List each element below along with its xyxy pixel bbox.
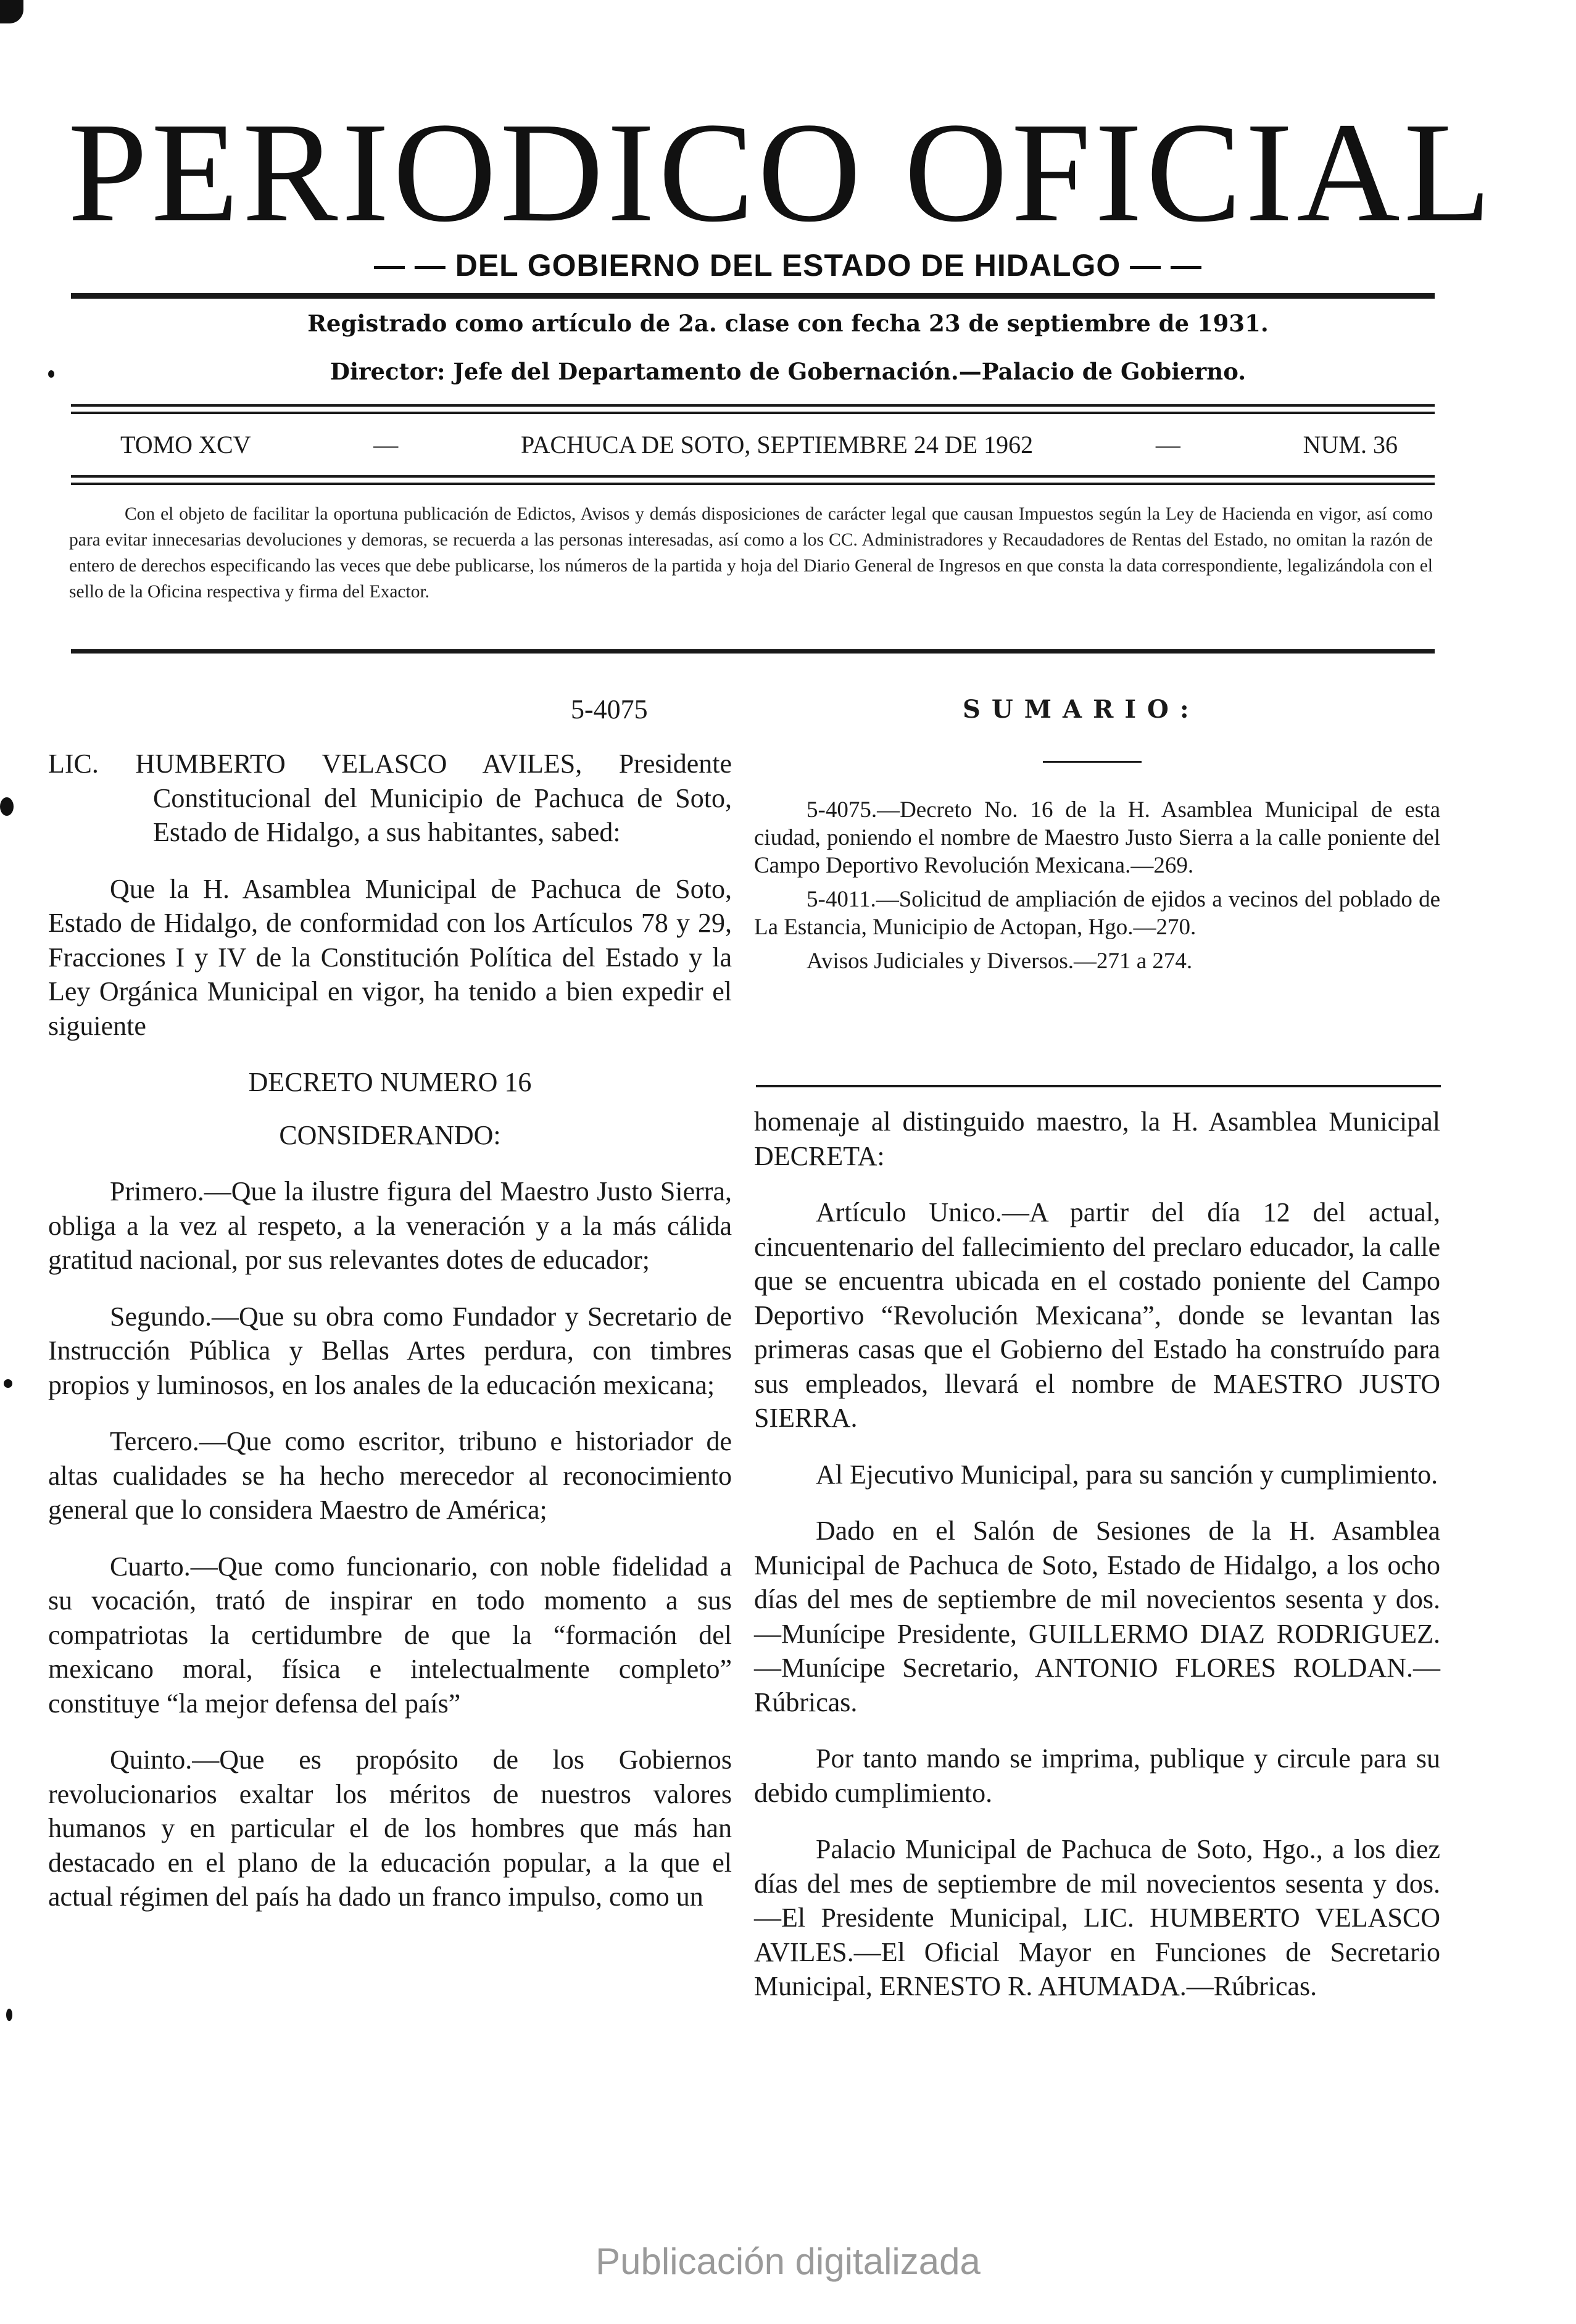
issue-rule-bottom [71, 475, 1435, 485]
por-tanto-paragraph: Por tanto mando se imprima, publique y circule para su debido cumplimiento. [754, 1743, 1440, 1808]
decree-title: DECRETO NUMERO 16 [248, 1067, 532, 1097]
left-column [48, 747, 732, 1914]
dado-paragraph: Dado en el Salón de Sesiones de la H. Asamblea Municipal de Pachuca de Soto, Estado de Hidalgo, a los ocho días del mes de septiembre de mil novecientos sesenta y dos.—Munícipe Presidente, GUILLERMO DIAZ RODRIGUEZ.—Munícipe Secretario, ANTONIO FLORES ROLDAN.—Rúbricas. [754, 1516, 1440, 1717]
issue-separator-2: — [1155, 430, 1180, 459]
decree-preamble: Que la H. Asamblea Municipal de Pachuca de Soto, Estado de Hidalgo, de conformidad con los Artículos 78 y 29, Fracciones I y IV de la Constitución Política del Estado y la Ley Orgánica Municipal en vigor, ha tenido a bien expedir el siguiente [48, 873, 732, 1041]
scan-mark [48, 370, 54, 378]
summary-item: 5-4011.—Solicitud de ampliación de ejidos a vecinos del poblado de La Estancia, Municipio de Actopan, Hgo.—270. [754, 887, 1440, 940]
issue-tomo: TOMO XCV [120, 430, 251, 459]
issue-line [120, 426, 1398, 463]
decree-reference: 5-4075 [571, 694, 648, 724]
publication-notice: Con el objeto de facilitar la oportuna publicación de Edictos, Avisos y demás disposiciones de carácter legal que causan Impuestos según la Ley de Hacienda en vigor, así como para evitar innecesarias devoluciones y demoras, se recuerda a las personas interesadas, así como a los CC. Administradores y Recaudadores de Rentas del Estado, no omitan la razón de entero de derechos especificando las veces que debe publicarse, los números de la partida y hoja del Diario General de Ingresos en que consta la data correspondiente, legalizándola con el sello de la Oficina respectiva y firma del Exactor. [69, 504, 1433, 602]
right-column [754, 1105, 1440, 2004]
issue-number: NUM. 36 [1303, 430, 1398, 459]
masthead-title: PERIODICO OFICIAL [68, 93, 1495, 252]
considerando-tercero: Tercero.—Que como escritor, tribuno e historiador de altas cualidades se ha hecho merecedor al reconocimiento general que lo considera Maestro de América; [48, 1426, 732, 1525]
summary-item: 5-4075.—Decreto No. 16 de la H. Asamblea Municipal de esta ciudad, poniendo el nombre de Maestro Justo Sierra a la calle poniente del Campo Deportivo Revolución Mexicana.—269. [754, 797, 1440, 878]
ejecutivo-paragraph: Al Ejecutivo Municipal, para su sanción y cumplimiento. [816, 1459, 1438, 1490]
articulo-unico: Artículo Unico.—A partir del día 12 del actual, cincuentenario del fallecimiento del preclaro educador, la calle que se encuentra ubicada en el costado poniente del Campo Deportivo “Revolución Mexicana”, donde se levantan las primeras casas que el Gobierno del Estado ha construído para sus empleados, llevará el nombre de MAESTRO JUSTO SIERRA. [754, 1197, 1440, 1433]
issue-place-date: PACHUCA DE SOTO, SEPTIEMBRE 24 DE 1962 [521, 430, 1034, 459]
palacio-paragraph: Palacio Municipal de Pachuca de Soto, Hgo., a los diez días del mes de septiembre de mil novecientos sesenta y dos.—El Presidente Municipal, LIC. HUMBERTO VELASCO AVILES.—El Oficial Mayor en Funciones de Secretario Municipal, ERNESTO R. AHUMADA.—Rúbricas. [754, 1834, 1440, 2001]
decree-continuation: homenaje al distinguido maestro, la H. Asamblea Municipal DECRETA: [754, 1106, 1440, 1171]
summary-list [754, 796, 1440, 981]
decree-opening: LIC. HUMBERTO VELASCO AVILES, Presidente Constitucional del Municipio de Pachuca de Soto, Estado de Hidalgo, a sus habitantes, sabed: [48, 749, 732, 847]
considerando-quinto: Quinto.—Que es propósito de los Gobiernos revolucionarios exaltar los méritos de nuestros valores humanos y en particular el de los hombres que más han destacado en el plano de la educación popular, a la que el actual régimen del país ha dado un franco impulso, como un [48, 1745, 732, 1912]
considerando-cuarto: Cuarto.—Que como funcionario, con noble fidelidad a su vocación, trató de inspirar en todo momento a sus compatriotas la certidumbre de que la “formación del mexicano moral, física e intelectualmente completo” constituye “la mejor defensa del país” [48, 1551, 732, 1719]
summary-title: SUMARIO: [963, 695, 1200, 724]
considerando-primero: Primero.—Que la ilustre figura del Maestro Justo Sierra, obliga a la vez al respeto, a la veneración y a la más cálida gratitud nacional, por sus relevantes dotes de educador; [48, 1176, 732, 1275]
scan-mark [4, 1379, 12, 1388]
summary-title-rule [1043, 761, 1142, 763]
scan-mark [6, 2009, 12, 2021]
issue-rule-top [71, 404, 1435, 414]
director-line: Director: Jefe del Departamento de Gobernación.—Palacio de Gobierno. [330, 358, 1246, 385]
summary-item: Avisos Judiciales y Diversos.—271 a 274. [807, 948, 1193, 974]
masthead-subtitle: — — DEL GOBIERNO DEL ESTADO DE HIDALGO — — [373, 248, 1203, 283]
registration-line: Registrado como artículo de 2a. clase con fecha 23 de septiembre de 1931. [307, 310, 1269, 337]
considerando-heading: CONSIDERANDO: [279, 1119, 501, 1150]
considerando-segundo: Segundo.—Que su obra como Fundador y Secretario de Instrucción Pública y Bellas Artes perdura, con timbres propios y luminosos, en los anales de la educación mexicana; [48, 1301, 732, 1400]
summary-rule [756, 1085, 1441, 1087]
issue-separator: — [373, 430, 399, 459]
scan-mark [0, 0, 23, 23]
notice-rule [71, 649, 1435, 654]
watermark: Publicación digitalizada [595, 2241, 981, 2282]
masthead-rule [71, 293, 1435, 299]
scan-mark [0, 797, 14, 816]
